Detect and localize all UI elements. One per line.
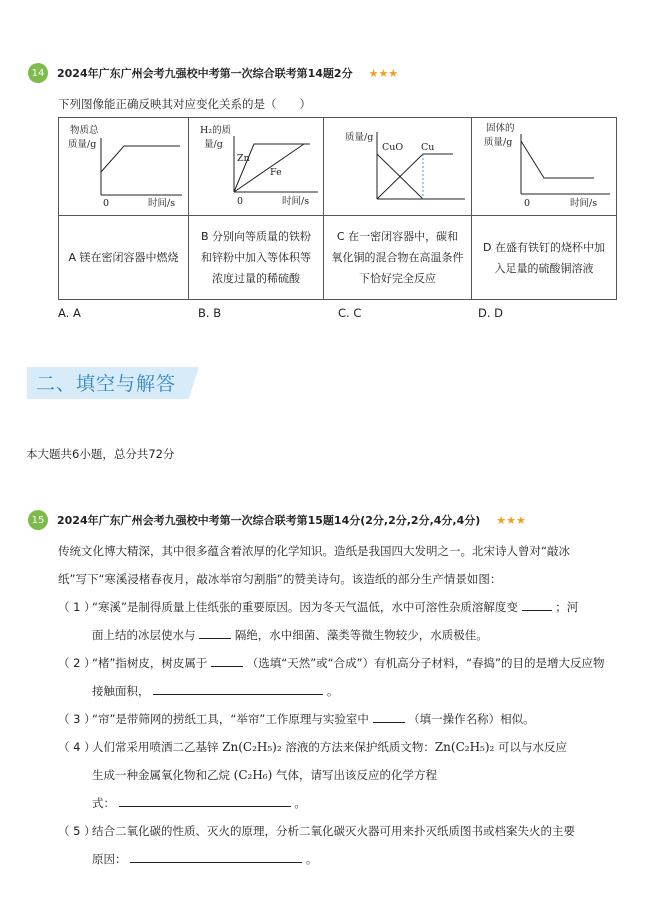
graph-c-cell: [324, 118, 472, 216]
graph-c-ylabel: 质量/g: [344, 132, 373, 143]
option-d-text: D 在盛有铁钉的烧杯中加 入足量的硫酸铜溶液: [472, 216, 617, 300]
answer-choices: [58, 306, 618, 320]
answer-blank[interactable]: [130, 851, 302, 863]
options-table: [58, 117, 617, 300]
graph-a-cell: [59, 118, 189, 216]
question-number-badge: 15: [28, 510, 48, 530]
section-banner: [27, 367, 199, 399]
option-c-text: C 在一密闭容器中，碳和 氧化铜的混合物在高温条件 下恰好完全反应: [324, 216, 472, 300]
graph-b-ylabel2: 量/g: [204, 139, 223, 150]
option-a-text: A 镁在密闭容器中燃烧: [59, 216, 189, 300]
intro-line-2: 纸”写下“寒溪浸楮春夜月，敲冰举帘匀割脂”的赞美诗句。该造纸的部分生产情景如图：: [58, 572, 502, 586]
graph-d-origin: 0: [524, 198, 531, 209]
answer-blank[interactable]: [119, 795, 291, 807]
sub-question-5-answer: 原因： 。: [92, 852, 318, 866]
graph-d-ylabel2: 质量/g: [484, 137, 513, 148]
answer-blank[interactable]: [373, 711, 405, 723]
sub-question-4-cont: 生成一种金属氧化物和乙烷 (C₂H₆) 气体，请写出该反应的化学方程: [92, 768, 437, 782]
answer-blank[interactable]: [211, 655, 243, 667]
question-stem: 下列图像能正确反映其对应变化关系的是（ ）: [58, 97, 311, 111]
graph-a-ylabel2: 质量/g: [67, 139, 96, 150]
graph-b: [190, 118, 322, 212]
graph-b-cell: [189, 118, 324, 216]
sub-question-4: （ 4 ）人们常采用喷洒二乙基锌 Zn(C₂H₅)₂ 溶液的方法来保护纸质文物：Zn(C₂H₅)₂ 可以与水反应: [58, 740, 567, 754]
sub-question-1-cont: 面上结的冰层使水与 隔绝，水中细菌、藻类等微生物较少，水质极佳。: [92, 628, 488, 642]
graph-c: [325, 118, 471, 212]
graph-a-ylabel1: 物质总: [69, 125, 99, 136]
sub-question-2: （ 2 ）“楮”指树皮，树皮属于 （选填“天然”或“合成”）有机高分子材料，“春捣”的目的是增大反应物: [58, 656, 605, 670]
graph-d-ylabel1: 固体的: [486, 123, 515, 134]
graph-a-xlabel: 时间/s: [147, 198, 175, 209]
section-title: 二、填空与解答: [36, 373, 177, 395]
graph-c-cu-line: [377, 154, 453, 199]
answer-blank[interactable]: [522, 599, 552, 611]
graph-b-ylabel1: H₂的质: [200, 125, 232, 136]
formula-diethylzinc: Zn(C₂H₅)₂: [222, 740, 282, 754]
graph-d-xlabel: 时间/s: [570, 198, 598, 209]
formula-ethane: (C₂H₆): [233, 768, 273, 782]
question-title: 2024年广东广州会考九强校中考第一次综合联考第15题14分(2分,2分,2分,4分,4分): [57, 514, 481, 527]
sub-question-4-answer: 式： 。: [92, 796, 306, 810]
graph-d-cell: [472, 118, 617, 216]
option-b-text: B 分别向等质量的铁粉 和锌粉中加入等体积等 浓度过量的稀硫酸: [189, 216, 324, 300]
graph-b-xlabel: 时间/s: [282, 196, 310, 207]
formula-diethylzinc: Zn(C₂H₅)₂: [434, 740, 495, 754]
answer-choice-c[interactable]: C. C: [338, 306, 362, 320]
difficulty-stars: ★★★: [368, 66, 399, 80]
question-15-header: [28, 510, 526, 530]
graph-b-zn-label: Zn: [237, 153, 250, 164]
sub-question-5: （ 5 ）结合二氧化碳的性质、灭火的原理，分析二氧化碳灭火器可用来扑灭纸质图书或档案失火的主要: [58, 824, 575, 838]
question-14-header: [28, 63, 398, 83]
question-title: 2024年广东广州会考九强校中考第一次综合联考第14题2分: [57, 67, 353, 80]
graph-c-cu-label: Cu: [420, 142, 434, 153]
sub-question-2-cont: 接触面积， 。: [92, 684, 339, 698]
graph-a-curve: [101, 146, 180, 172]
intro-line-1: 传统文化博大精深，其中很多蕴含着浓厚的化学知识。造纸是我国四大发明之一。北宋诗人曾对“敲冰: [58, 544, 570, 558]
graph-d-curve: [521, 141, 594, 178]
answer-choice-b[interactable]: B. B: [198, 306, 222, 320]
answer-blank[interactable]: [199, 627, 231, 639]
section-note: 本大题共6小题，总分共72分: [26, 447, 175, 461]
sub-question-1: （ 1 ）“寒溪”是制得质量上佳纸张的重要原因。因为冬天气温低，水中可溶性杂质溶解度变 ；河: [58, 600, 579, 614]
answer-blank[interactable]: [153, 683, 323, 695]
graph-b-fe-label: Fe: [270, 167, 282, 178]
sub-question-3: （ 3 ）“帘”是带筛网的捞纸工具，“举帘”工作原理与实验室中 （填一操作名称）相似。: [58, 712, 535, 726]
answer-choice-a[interactable]: A. A: [58, 306, 81, 320]
graph-a-origin: 0: [102, 198, 109, 209]
graph-c-cuo-label: CuO: [381, 142, 403, 153]
difficulty-stars: ★★★: [496, 513, 526, 527]
graph-b-origin: 0: [237, 196, 244, 207]
answer-choice-d[interactable]: D. D: [478, 306, 504, 320]
question-number-badge: 14: [28, 63, 48, 83]
graph-a: [60, 118, 188, 212]
graph-d: [472, 118, 616, 212]
